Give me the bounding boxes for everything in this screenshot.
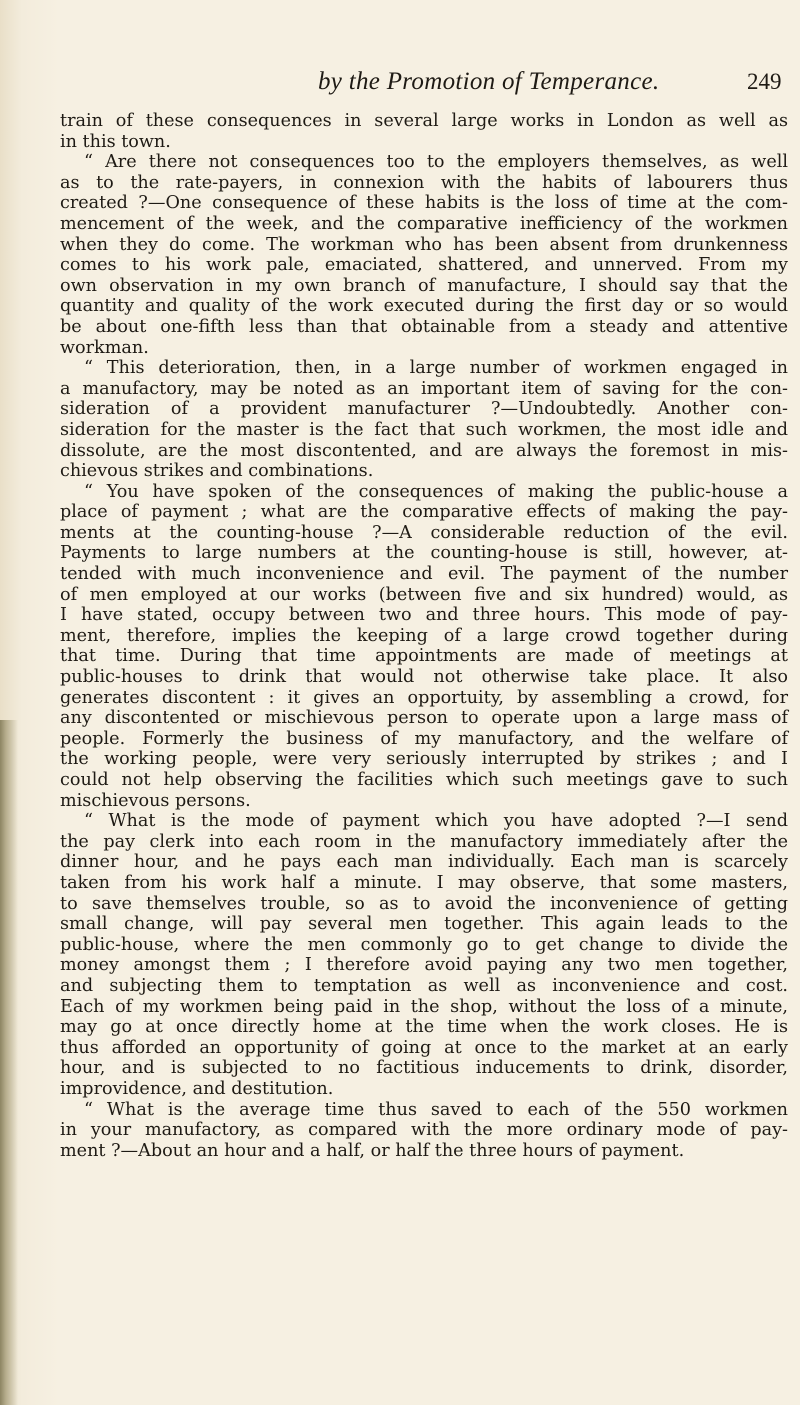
text-line: money amongst them ; I therefore avoid paying any two men together, [60, 955, 788, 976]
body-text [60, 111, 788, 1161]
page-number: 249 [747, 69, 782, 94]
text-line: sideration of a provident manufacturer ?—Undoubtedly. Another con- [60, 399, 788, 420]
text-line: “ What is the average time thus saved to each of the 550 workmen [84, 1099, 788, 1120]
text-line: public-houses to drink that would not otherwise take place. It also [60, 667, 788, 688]
text-line: in this town. [60, 131, 171, 152]
text-line: when they do come. The workman who has been absent from drunkenness [60, 234, 788, 255]
text-line: “ This deterioration, then, in a large number of workmen engaged in [84, 358, 788, 379]
text-line: dinner hour, and he pays each man individually. Each man is scarcely [60, 852, 788, 873]
text-line: the working people, were very seriously interrupted by strikes ; and I [60, 749, 788, 770]
text-line: own observation in my own branch of manufacture, I should say that the [60, 275, 788, 296]
text-line: a manufactory, may be noted as an important item of saving for the con- [60, 378, 788, 399]
text-line: any discontented or mischievous person to operate upon a large mass of [60, 708, 788, 729]
running-title: by the Promotion of Temperance. [318, 68, 660, 95]
binding-gutter-shadow [0, 720, 18, 1405]
text-line: “ You have spoken of the consequences of making the public-house a [84, 481, 788, 502]
text-line: I have stated, occupy between two and three hours. This mode of pay- [60, 605, 788, 626]
text-line: comes to his work pale, emaciated, shattered, and unnerved. From my [60, 255, 788, 276]
text-line: generates discontent : it gives an opportuity, by assembling a crowd, for [60, 687, 788, 708]
text-line: mencement of the week, and the comparative inefficiency of the workmen [60, 213, 788, 234]
text-line: dissolute, are the most discontented, and are always the foremost in mis- [60, 440, 788, 461]
text-line: taken from his work half a minute. I may observe, that some masters, [60, 872, 788, 893]
text-line: workman. [60, 337, 149, 358]
text-line: and subjecting them to temptation as well as inconvenience and cost. [60, 975, 788, 996]
text-line: improvidence, and destitution. [60, 1078, 334, 1099]
text-line: “ Are there not consequences too to the employers themselves, as well [84, 152, 788, 173]
text-line: the pay clerk into each room in the manufactory immediately after the [60, 831, 788, 852]
text-line: mischievous persons. [60, 790, 251, 811]
text-line: ment, therefore, implies the keeping of a large crowd together during [60, 625, 788, 646]
text-line: created ?—One consequence of these habits is the loss of time at the com- [60, 193, 788, 214]
text-line: train of these consequences in several large works in London as well as [60, 111, 788, 131]
text-line: ment ?—About an hour and a half, or half the three hours of payment. [60, 1140, 685, 1161]
text-line: public-house, where the men commonly go to get change to divide the [60, 934, 788, 955]
text-line: Payments to large numbers at the counting-house is still, however, at- [60, 543, 788, 564]
text-line: quantity and quality of the work executed during the first day or so would [60, 296, 788, 317]
text-line: may go at once directly home at the time when the work closes. He is [60, 1017, 788, 1038]
text-line: small change, will pay several men together. This again leads to the [60, 914, 788, 935]
text-line: be about one-fifth less than that obtainable from a steady and attentive [60, 316, 788, 337]
text-line: Each of my workmen being paid in the shop, without the loss of a minute, [60, 996, 788, 1017]
text-line: chievous strikes and combinations. [60, 461, 374, 482]
text-line: “ What is the mode of payment which you have adopted ?—I send [84, 811, 788, 832]
text-line: place of payment ; what are the comparative effects of making the pay- [60, 502, 788, 523]
text-line: thus afforded an opportunity of going at once to the market at an early [60, 1037, 788, 1058]
text-line: hour, and is subjected to no factitious inducements to drink, disorder, [60, 1058, 788, 1079]
text-line: in your manufactory, as compared with the more ordinary mode of pay- [60, 1120, 788, 1141]
text-line: people. Formerly the business of my manufactory, and the welfare of [60, 728, 788, 749]
text-line: sideration for the master is the fact that such workmen, the most idle and [60, 419, 788, 440]
text-line: tended with much inconvenience and evil. The payment of the number [60, 564, 788, 585]
text-line: ments at the counting-house ?—A considerable reduction of the evil. [60, 522, 788, 543]
page-header [0, 68, 800, 98]
text-line: as to the rate-payers, in connexion with the habits of labourers thus [60, 172, 788, 193]
text-line: to save themselves trouble, so as to avoid the inconvenience of getting [60, 893, 788, 914]
text-line: of men employed at our works (between five and six hundred) would, as [60, 584, 788, 605]
text-line: that time. During that time appointments are made of meetings at [60, 646, 788, 667]
text-line: could not help observing the facilities which such meetings gave to such [60, 770, 788, 790]
